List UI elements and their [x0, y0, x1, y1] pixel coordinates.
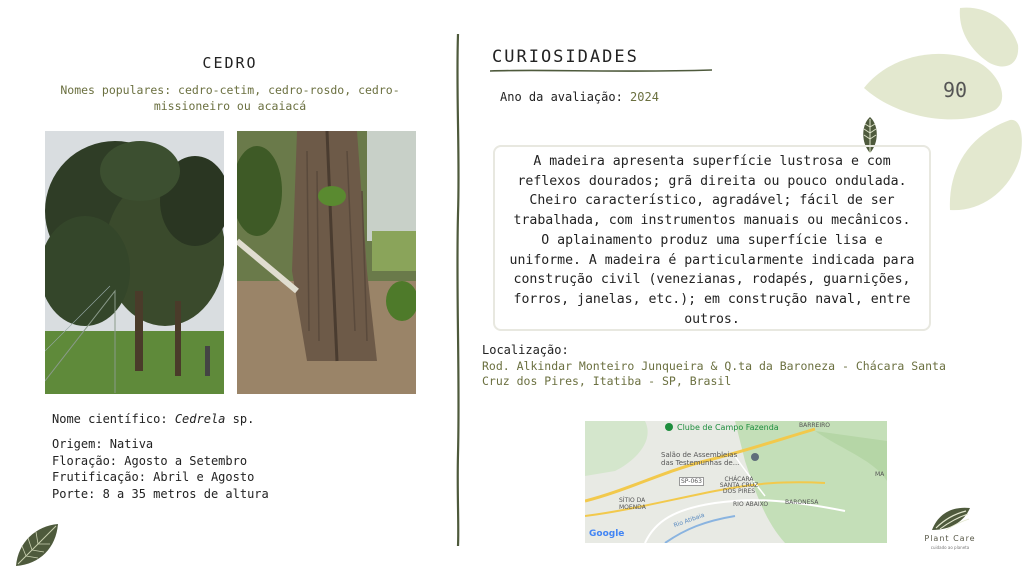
page-number: 90 — [942, 78, 968, 102]
location-map[interactable] — [585, 421, 887, 543]
description-box — [493, 145, 931, 331]
map-label-rio-abaixo: RIO ABAIXO — [733, 501, 769, 508]
trunk-photo — [237, 131, 416, 394]
fact-size: Porte: 8 a 35 metros de altura — [52, 486, 269, 501]
map-label-salao: Salão de Assembleias das Testemunhas de... — [661, 451, 740, 467]
map-label-edge: MA — [875, 471, 885, 478]
description-text: A madeira apresenta superfície lustrosa e com reflexos dourados; grã direita ou pouco ondulada. Cheiro característico, agradável; fácil de ser trabalhada, com instrumentos manuais ou mecânicos. O aplainamento produz uma superfície lisa e uniforme. A madeira é particularmente indicada para construção civil (venezianas, rodapés, guarnições, forros, janelas, etc.); em construção naval, entre outros. — [509, 154, 915, 327]
map-label-baronesa: BARONESA — [785, 499, 819, 506]
scientific-genus: Cedrela — [174, 412, 226, 426]
plant-care-logo-icon — [930, 502, 972, 534]
leaf-decoration-bottom-left — [12, 522, 62, 570]
popular-names: Nomes populares: cedro-cetim, cedro-rosdo, cedro-missioneiro ou acaiacá — [60, 83, 400, 113]
scientific-suffix: sp. — [225, 412, 255, 426]
fact-fruiting: Frutificação: Abril e Agosto — [52, 470, 255, 484]
map-label-club: Clube de Campo Fazenda — [677, 423, 779, 432]
brand-tagline: cuidado ao planeta — [930, 545, 970, 550]
location-text: Rod. Alkindar Monteiro Junqueira & Q.ta da Baroneza - Chácara Santa Cruz dos Pires, Itatiba - SP, Brasil — [482, 359, 946, 388]
year-label: Ano da avaliação: — [500, 90, 631, 104]
species-title: CEDRO — [202, 54, 258, 72]
year-value: 2024 — [630, 90, 659, 104]
map-label-chacara: CHÁCARA SANTA CRUZ DOS PIRES — [719, 476, 759, 495]
facts-list — [52, 436, 269, 502]
scientific-name-label: Nome científico: — [52, 412, 175, 426]
evaluation-year — [500, 90, 659, 104]
tree-photo — [45, 131, 224, 394]
title-underline — [490, 68, 712, 74]
section-title: CURIOSIDADES — [492, 47, 639, 67]
map-label-barreiro: BARREIRO — [799, 422, 831, 429]
scientific-name — [52, 412, 254, 426]
map-label-river: Rio Atibaia — [672, 511, 706, 530]
map-label-road: SP-063 — [681, 478, 702, 485]
brand-name: Plant Care — [924, 534, 976, 543]
map-label-sitio: SÍTIO DA MOENDA — [619, 497, 646, 511]
fact-origin: Origem: Nativa — [52, 437, 154, 451]
location-label: Localização: — [482, 343, 569, 357]
column-divider — [454, 34, 462, 546]
fact-flowering: Floração: Agosto a Setembro — [52, 453, 248, 468]
google-logo: Google — [589, 529, 625, 539]
